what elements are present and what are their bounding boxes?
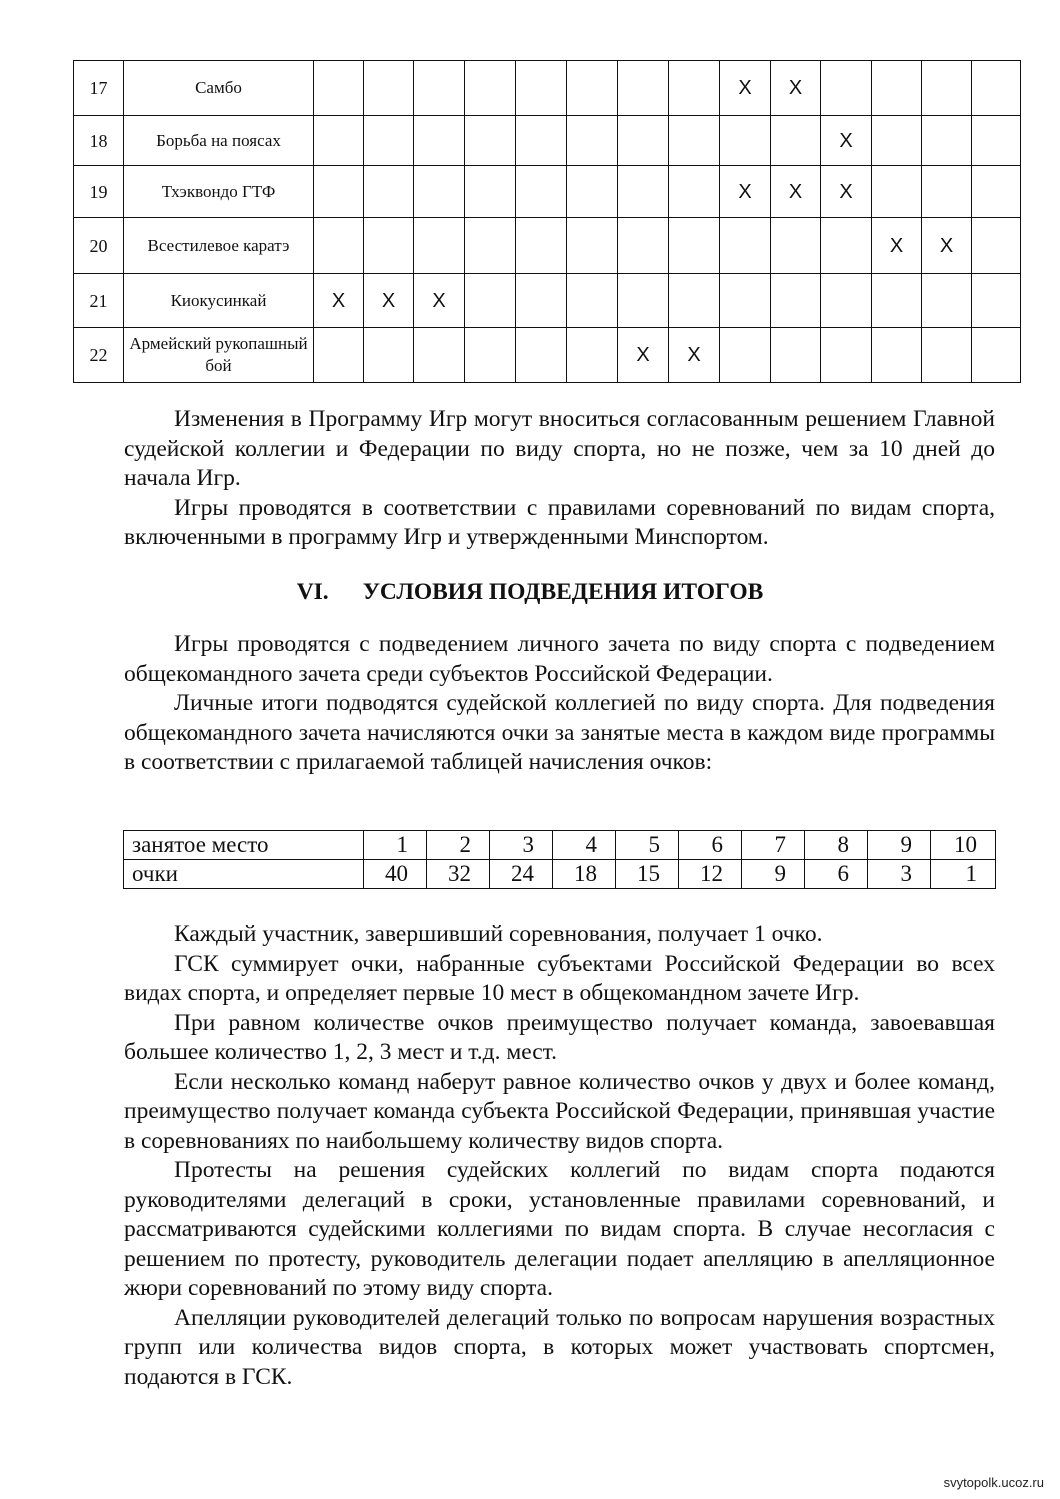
points-cell: 9 <box>742 860 805 889</box>
schedule-cell <box>414 218 465 274</box>
schedule-cell <box>821 328 872 383</box>
paragraph-equal: При равном количестве очков преимущество получает команда, завоевавшая большее количество 1, 2, 3 мест и т.д. мест. <box>124 1009 995 1065</box>
schedule-cell <box>669 116 720 166</box>
schedule-cell <box>872 116 922 166</box>
points-cell: 3 <box>868 860 931 889</box>
schedule-cell <box>972 166 1021 218</box>
schedule-cell: X <box>618 328 669 383</box>
schedule-cell <box>567 116 618 166</box>
schedule-cell <box>669 218 720 274</box>
schedule-cell <box>720 274 771 328</box>
schedule-cell <box>872 274 922 328</box>
place-label: занятое место <box>124 831 364 860</box>
schedule-cell <box>414 166 465 218</box>
paragraph-protests: Протесты на решения судейских коллегий по видам спорта подаются руководителями делегаций в сроки, установленные правилами соревнований, и рассматриваются судейскими коллегиями по видам спорта. В случае несогласия с решением по протесту, руководитель делегации подает апелляцию в апелляционное жюри соревнований по этому виду спорта. <box>124 1157 995 1301</box>
schedule-cell <box>516 61 567 116</box>
schedule-cell: X <box>821 116 872 166</box>
schedule-cell <box>314 166 364 218</box>
schedule-cell <box>465 274 516 328</box>
schedule-cell <box>364 166 414 218</box>
results-text <box>124 920 995 1392</box>
paragraph-several: Если несколько команд наберут равное количество очков у двух и более команд, преимущество получает команда субъекта Российской Федерации, принявшая участие в соревнованиях по наибольшему количеству видов спорта. <box>124 1068 995 1154</box>
points-label: очки <box>124 860 364 889</box>
schedule-cell <box>872 61 922 116</box>
points-cell: 40 <box>364 860 427 889</box>
schedule-cell <box>771 116 821 166</box>
table-row <box>74 116 1021 166</box>
table-row <box>74 61 1021 116</box>
sport-name: Тхэквондо ГТФ <box>124 166 314 218</box>
scoring-text <box>124 630 995 778</box>
schedule-cell <box>364 218 414 274</box>
schedule-cell <box>567 218 618 274</box>
schedule-cell <box>618 116 669 166</box>
schedule-cell: X <box>364 274 414 328</box>
schedule-cell <box>567 166 618 218</box>
schedule-cell <box>465 218 516 274</box>
row-number: 17 <box>74 61 124 116</box>
row-number: 20 <box>74 218 124 274</box>
row-number: 22 <box>74 328 124 383</box>
schedule-cell <box>618 61 669 116</box>
schedule-cell: X <box>771 61 821 116</box>
schedule-cell <box>821 61 872 116</box>
schedule-cell <box>771 218 821 274</box>
paragraph-appeals: Апелляции руководителей делегаций только по вопросам нарушения возрастных групп или количества видов спорта, в которых может участвовать спортсмен, подаются в ГСК. <box>124 1304 995 1390</box>
sport-name: Всестилевое каратэ <box>124 218 314 274</box>
sports-schedule-table <box>73 60 1021 383</box>
watermark: svytopolk.ucoz.ru <box>943 1475 1044 1490</box>
points-table <box>123 830 996 889</box>
points-cell: 18 <box>553 860 616 889</box>
schedule-cell: X <box>720 166 771 218</box>
schedule-cell <box>720 218 771 274</box>
paragraph-gsk: ГСК суммирует очки, набранные субъектами Российской Федерации во всех видах спорта, и определяет первые 10 мест в общекомандном зачете Игр. <box>124 950 995 1006</box>
schedule-cell <box>922 61 972 116</box>
points-table-points-row <box>124 860 996 889</box>
schedule-cell <box>972 218 1021 274</box>
schedule-cell <box>364 61 414 116</box>
paragraph-rules: Игры проводятся в соответствии с правилами соревнований по видам спорта, включенными в программу Игр и утвержденными Минспортом. <box>124 494 995 550</box>
place-cell: 5 <box>616 831 679 860</box>
points-cell: 12 <box>679 860 742 889</box>
sport-name: Борьба на поясах <box>124 116 314 166</box>
schedule-cell <box>922 166 972 218</box>
schedule-cell <box>465 116 516 166</box>
schedule-cell: X <box>771 166 821 218</box>
paragraph-scoring-1: Игры проводятся с подведением личного зачета по виду спорта с подведением общекомандного зачета среди субъектов Российской Федерации. <box>124 631 995 687</box>
section-number: VI. <box>296 579 329 605</box>
schedule-cell <box>516 218 567 274</box>
schedule-cell <box>314 218 364 274</box>
schedule-cell <box>922 328 972 383</box>
points-cell: 24 <box>490 860 553 889</box>
schedule-cell <box>516 274 567 328</box>
program-changes-text <box>124 405 995 553</box>
schedule-cell <box>922 116 972 166</box>
sport-name: Армейский рукопашный бой <box>124 328 314 383</box>
sport-name: Киокусинкай <box>124 274 314 328</box>
schedule-cell <box>872 166 922 218</box>
schedule-cell <box>414 61 465 116</box>
schedule-cell <box>364 328 414 383</box>
schedule-cell <box>618 166 669 218</box>
points-cell: 1 <box>931 860 996 889</box>
schedule-cell <box>567 61 618 116</box>
paragraph-changes: Изменения в Программу Игр могут вноситься согласованным решением Главной судейской коллегии и Федерации по виду спорта, но не позже, чем за 10 дней до начала Игр. <box>124 406 995 491</box>
schedule-cell <box>821 274 872 328</box>
schedule-cell: X <box>669 328 720 383</box>
points-table-places-row <box>124 831 996 860</box>
table-row <box>74 328 1021 383</box>
section-title: УСЛОВИЯ ПОДВЕДЕНИЯ ИТОГОВ <box>362 579 764 605</box>
schedule-cell <box>669 61 720 116</box>
points-cell: 6 <box>805 860 868 889</box>
sport-name: Самбо <box>124 61 314 116</box>
schedule-cell <box>516 116 567 166</box>
place-cell: 3 <box>490 831 553 860</box>
place-cell: 6 <box>679 831 742 860</box>
section-heading <box>0 577 1060 607</box>
points-cell: 32 <box>427 860 490 889</box>
schedule-cell <box>872 328 922 383</box>
place-cell: 4 <box>553 831 616 860</box>
place-cell: 1 <box>364 831 427 860</box>
schedule-cell <box>314 328 364 383</box>
schedule-cell <box>972 274 1021 328</box>
schedule-cell <box>516 328 567 383</box>
schedule-cell: X <box>314 274 364 328</box>
place-cell: 2 <box>427 831 490 860</box>
paragraph-participant: Каждый участник, завершивший соревнования, получает 1 очко. <box>174 921 823 947</box>
schedule-cell <box>314 116 364 166</box>
schedule-cell: X <box>720 61 771 116</box>
schedule-cell <box>720 116 771 166</box>
schedule-cell <box>364 116 414 166</box>
schedule-cell <box>821 218 872 274</box>
schedule-cell <box>516 166 567 218</box>
schedule-cell <box>465 61 516 116</box>
place-cell: 7 <box>742 831 805 860</box>
place-cell: 10 <box>931 831 996 860</box>
schedule-cell <box>567 274 618 328</box>
schedule-cell <box>972 61 1021 116</box>
schedule-cell: X <box>414 274 465 328</box>
table-row <box>74 274 1021 328</box>
schedule-cell <box>771 274 821 328</box>
row-number: 21 <box>74 274 124 328</box>
schedule-cell <box>720 328 771 383</box>
table-row <box>74 166 1021 218</box>
schedule-cell <box>414 328 465 383</box>
schedule-cell <box>669 274 720 328</box>
points-cell: 15 <box>616 860 679 889</box>
schedule-cell: X <box>821 166 872 218</box>
schedule-cell <box>669 166 720 218</box>
schedule-cell: X <box>872 218 922 274</box>
table-row <box>74 218 1021 274</box>
schedule-cell <box>972 328 1021 383</box>
schedule-cell <box>771 328 821 383</box>
row-number: 19 <box>74 166 124 218</box>
schedule-cell <box>314 61 364 116</box>
schedule-cell <box>972 116 1021 166</box>
schedule-cell <box>414 116 465 166</box>
schedule-cell <box>465 328 516 383</box>
schedule-cell <box>618 274 669 328</box>
schedule-cell <box>465 166 516 218</box>
schedule-cell <box>567 328 618 383</box>
place-cell: 8 <box>805 831 868 860</box>
schedule-cell <box>618 218 669 274</box>
paragraph-scoring-2: Личные итоги подводятся судейской коллегией по виду спорта. Для подведения общекомандного зачета начисляются очки за занятые места в каждом виде программы в соответствии с прилагаемой таблицей начисления очков: <box>124 690 995 775</box>
place-cell: 9 <box>868 831 931 860</box>
schedule-cell <box>922 274 972 328</box>
schedule-cell: X <box>922 218 972 274</box>
row-number: 18 <box>74 116 124 166</box>
